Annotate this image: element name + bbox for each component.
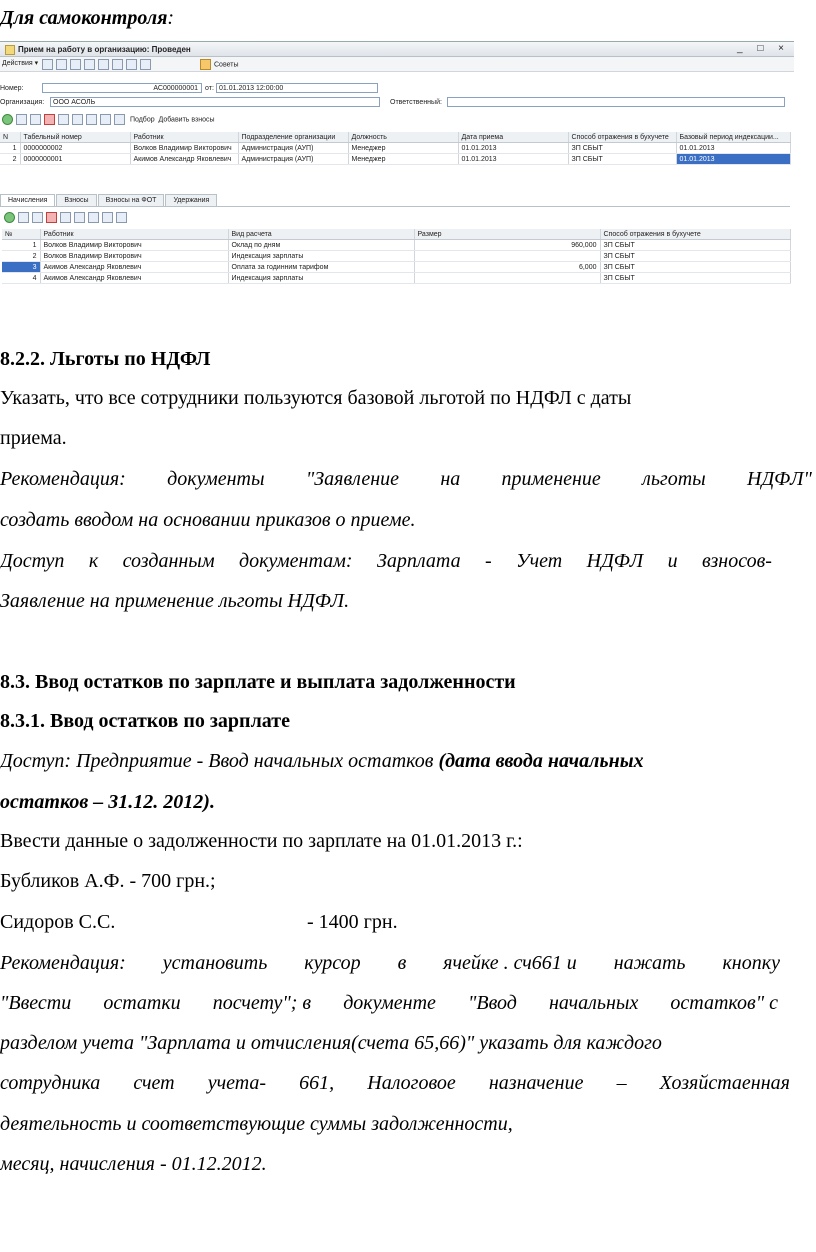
table-row[interactable]: 3 Акимов Александр Яковлевич Оплата за годинним тарифом 6,000 ЗП СБЫТ: [2, 262, 790, 273]
table-row[interactable]: 2 0000000001 Акимов Александр Яковлевич Администрация (АУП) Менеджер 01.01.2013 ЗП СБЫТ 01.01.2013: [0, 154, 790, 165]
table-icon[interactable]: [60, 212, 71, 223]
tab-deductions[interactable]: Удержания: [165, 194, 217, 206]
recommendation-2-line-5: деятельность и соответствующие суммы задолженности,: [0, 1113, 513, 1135]
section-8-3-title: 8.3. Ввод остатков по зарплате и выплата задолженности: [0, 671, 516, 693]
recommendation-1-line-1: Рекомендация: документы "Заявление на применение льготы НДФЛ": [0, 468, 812, 490]
paragraph-line: приема.: [0, 427, 67, 449]
sort-asc-icon[interactable]: [102, 212, 113, 223]
window-titlebar: [0, 42, 794, 57]
table-icon[interactable]: [58, 114, 69, 125]
table-row[interactable]: 1 0000000002 Волков Владимир Викторович Администрация (АУП) Менеджер 01.01.2013 ЗП СБЫТ 01.01.2013: [0, 143, 790, 154]
delete-icon[interactable]: [46, 212, 57, 223]
window-controls[interactable]: _ □ ×: [737, 43, 790, 54]
up-icon[interactable]: [74, 212, 85, 223]
edit-icon[interactable]: [32, 212, 43, 223]
tab-contributions[interactable]: Взносы: [56, 194, 96, 206]
self-check-heading: [0, 6, 174, 30]
sort-desc-icon[interactable]: [116, 212, 127, 223]
actions-menu[interactable]: Действия ▾: [2, 60, 39, 67]
up-icon[interactable]: [72, 114, 83, 125]
document-icon: [5, 45, 15, 55]
tab-accruals[interactable]: Начисления: [0, 194, 55, 206]
access-2-line-1: Доступ: Предприятие - Ввод начальных остатков (дата ввода начальных: [0, 750, 644, 772]
sort-desc-icon[interactable]: [114, 114, 125, 125]
self-check-title: Для самоконтроля: [0, 7, 168, 29]
add-icon[interactable]: [2, 114, 13, 125]
list-icon: [140, 59, 151, 70]
tips-button[interactable]: Советы: [200, 59, 239, 69]
recommendation-2-line-1: Рекомендация: установить курсор в ячейке . сч661 и нажать кнопку: [0, 952, 780, 974]
self-check-colon: :: [167, 7, 175, 29]
tab-fot-contributions[interactable]: Взносы на ФОТ: [98, 194, 165, 206]
responsible-label: Ответственный:: [390, 99, 442, 106]
access-1-line-2: Заявление на применение льготы НДФЛ.: [0, 590, 350, 612]
edit-icon[interactable]: [30, 114, 41, 125]
debt-line-2: Сидоров С.С. - 1400 грн.: [0, 911, 398, 933]
add-contributions-button[interactable]: Добавить взносы: [158, 116, 215, 124]
debt-line-1: Бубликов А.Ф. - 700 грн.;: [0, 870, 216, 892]
date-label: от:: [205, 85, 214, 92]
report-icon: [112, 59, 123, 70]
copy-icon: [56, 59, 67, 70]
debt-intro: Ввести данные о задолженности по зарплате на 01.01.2013 г.:: [0, 830, 523, 852]
copy-row-icon[interactable]: [18, 212, 29, 223]
employees-grid: [0, 132, 791, 165]
grid-toolbar: [2, 114, 215, 125]
grid-header: N Табельный номер Работник Подразделение организации Должность Дата приема Способ отражения в бухучете Базовый период индексации...: [0, 132, 790, 143]
grid-header: № Работник Вид расчета Размер Способ отражения в бухучете: [2, 229, 790, 240]
recommendation-2-line-4: сотрудника счет учета- 661, Налоговое назначение – Хозяйстаенная: [0, 1072, 790, 1094]
table-row[interactable]: 4 Акимов Александр Яковлевич Индексация зарплаты ЗП СБЫТ: [2, 273, 790, 284]
post-icon: [70, 59, 81, 70]
copy-row-icon[interactable]: [16, 114, 27, 125]
recommendation-2-line-6: месяц, начисления - 01.12.2012.: [0, 1153, 267, 1175]
toolbar-icons[interactable]: [42, 59, 154, 69]
section-8-3-1-title: 8.3.1. Ввод остатков по зарплате: [0, 710, 290, 732]
embedded-1c-window: [0, 41, 794, 292]
accruals-grid: [2, 229, 791, 284]
down-icon[interactable]: [88, 212, 99, 223]
number-field[interactable]: АС000000001: [42, 83, 202, 93]
recommendation-2-line-2: "Ввести остатки посчету"; в документе "Ввод начальных остатков" с: [0, 992, 778, 1014]
add-icon[interactable]: [4, 212, 15, 223]
print-icon: [84, 59, 95, 70]
sort-asc-icon[interactable]: [100, 114, 111, 125]
window-title: Прием на работу в организацию: Проведен: [18, 45, 191, 54]
tips-icon: [200, 59, 211, 70]
structure-icon: [98, 59, 109, 70]
pick-button[interactable]: Подбор: [129, 116, 155, 124]
delete-icon[interactable]: [44, 114, 55, 125]
responsible-field[interactable]: [447, 97, 785, 107]
sub-grid-toolbar: [4, 212, 130, 223]
help-icon: [126, 59, 137, 70]
access-1-line-1: Доступ к созданным документам: Зарплата - Учет НДФЛ и взносов-: [0, 550, 772, 572]
table-row[interactable]: 2 Волков Владимир Викторович Индексация зарплаты ЗП СБЫТ: [2, 251, 790, 262]
paragraph-line: Указать, что все сотрудники пользуются базовой льготой по НДФЛ с даты: [0, 387, 632, 409]
section-8-2-2-title: 8.2.2. Льготы по НДФЛ: [0, 348, 211, 370]
recommendation-2-line-3: разделом учета "Зарплата и отчисления(счета 65,66)" указать для каждого: [0, 1032, 662, 1054]
number-label: Номер:: [0, 85, 24, 92]
date-field[interactable]: 01.01.2013 12:00:00: [216, 83, 378, 93]
window-toolbar: [0, 57, 794, 72]
org-field[interactable]: ООО АСОЛЬ: [50, 97, 380, 107]
org-label: Организация:: [0, 99, 45, 106]
down-icon[interactable]: [86, 114, 97, 125]
save-icon: [42, 59, 53, 70]
recommendation-1-line-2: создать вводом на основании приказов о приеме.: [0, 509, 416, 531]
access-2-line-2: остатков – 31.12. 2012).: [0, 791, 215, 813]
tabs-bar: [0, 194, 218, 206]
table-row[interactable]: 1 Волков Владимир Викторович Оклад по дням 960,000 ЗП СБЫТ: [2, 240, 790, 251]
